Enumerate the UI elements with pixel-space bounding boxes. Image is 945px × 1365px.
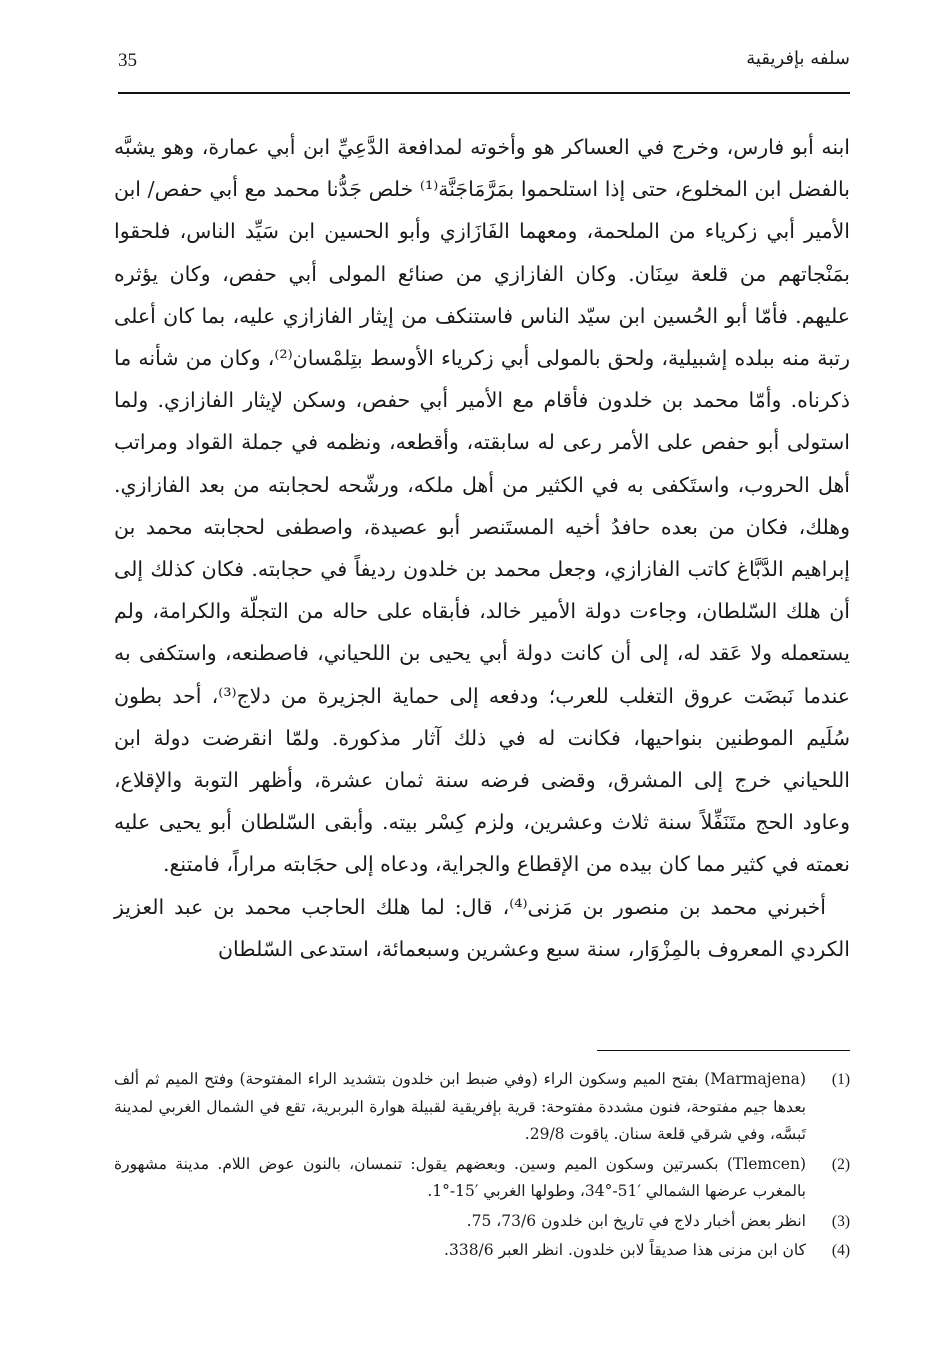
paragraph: ابنه أبو فارس، وخرج في العساكر هو وأخوته لمدافعة الدَّعِيِّ ابن أبي عمارة، وهو يشبَّه بالفضل ابن المخلوع، حتى إذا استلحموا بمَرَّمَاجَنَّة⁽¹⁾ خلص جَدُّنا محمد مع أبي حفص/ ابن الأمير أبي زكرياء من الملحمة، ومعهما الفَازَازي وأبو الحسين ابن سَيِّد الناس، فلحقوا بمَنْجاتهم من قلعة سِنَان. وكان الفازازي من صنائع المولى أبي حفص، وكان يؤثره عليهم. فأمّا أبو الحُسين ابن سيّد الناس فاستنكف من إيثار الفازازي عليه، بما كان أعلى رتبة منه ببلده إشبيلية، ولحق بالمولى أبي زكرياء الأوسط بتِلمْسان⁽²⁾، وكان من شأنه ما ذكرناه. وأمّا محمد بن خلدون فأقام مع الأمير أبي حفص، وسكن لإيثار الفازازي. ولما استولى أبو حفص على الأمر رعى له سابقته، وأقطعه، ونظمه في جملة القواد ومراتب أهل الحروب، واستَكفى به في الكثير من أهل ملكه، ورشّحه لحجابته من بعد الفازازي. وهلك، فكان من بعده حافدُ أخيه المستَنصر أبو عصيدة، واصطفى لحجابته محمد بن إبراهيم الدَّبَّاغ كاتب الفازازي، وجعل محمد بن خلدون رديفاً في حجابته. فكان كذلك إلى أن هلك السّلطان، وجاءت دولة الأمير خالد، فأبقاه على حاله من التجلّة والكرامة، ولم يستعمله ولا عَقد له، إلى أن كانت دولة أبي يحيى بن اللحياني، فاصطنعه، واستكفى به عندما نَبضَت عروق التغلب للعرب؛ ودفعه إلى حماية الجزيرة من دلاج⁽³⁾، أحد بطون سُلَيم الموطنين بنواحيها، فكانت له في ذلك آثار مذكورة. ولمّا انقرضت دولة ابن اللحياني خرج إلى المشرق، وقضى فرضه سنة ثمان عشرة، وأظهر التوبة والإقلاع، وعاود الحج متَنَفِّلاً سنة ثلاث وعشرين، ولزم كِسْر بيته. وأبقى السّلطان أبو يحيى عليه نعمته في كثير مما كان بيده من الإقطاع والجراية، ودعاه إلى حجَابته مراراً، فامتنع. xyxy=(114,135,851,877)
running-head: سلفه بإفريقية xyxy=(746,48,850,69)
footnote xyxy=(114,1208,850,1236)
footnote-separator xyxy=(597,1050,850,1051)
footnote-text: (Tlemcen) بكسرتين وسكون الميم وسين. وبعضهم يقول: تنمسان، بالنون عوض اللام. مدينة مشهورة بالمغرب عرضها الشمالي ′51-°34، وطولها الغربي ′15-°1. xyxy=(114,1154,806,1200)
footnote-text: كان ابن مزنى هذا صديقاً لابن خلدون. انظر العبر 338/6. xyxy=(444,1241,806,1259)
footnote-number: (4) xyxy=(831,1242,850,1259)
footnotes xyxy=(114,1066,850,1265)
body-text xyxy=(114,126,850,970)
paragraph: أخبرني محمد بن منصور بن مَزنى⁽⁴⁾، قال: لما هلك الحاجب محمد بن عبد العزيز الكردي المعروف بالمِزْوَار، سنة سبع وعشرين وسبعمائة، استدعى السّلطان xyxy=(114,894,850,961)
footnote xyxy=(114,1151,850,1206)
footnote-text: (Marmajena) بفتح الميم وسكون الراء (وفي ضبط ابن خلدون بتشديد الراء المفتوحة) وفتح الميم ثم ألف بعدها جيم مفتوحة، فنون مشددة مفتوحة: قرية بإفريقية لقبيلة هوارة البربرية، تقع في الشمال الغربي لمدينة تَبسَّه، وفي شرقي قلعة سنان. ياقوت 29/8. xyxy=(114,1070,806,1143)
page-number: 35 xyxy=(118,50,137,71)
footnote-number: (1) xyxy=(831,1071,850,1088)
footnote xyxy=(114,1237,850,1265)
footnote-text: انظر بعض أخبار دلاج في تاريخ ابن خلدون 73/6، 75. xyxy=(466,1211,806,1230)
footnote-number: (3) xyxy=(831,1212,850,1230)
page-header xyxy=(118,44,850,94)
footnote-number: (2) xyxy=(831,1155,850,1173)
footnote xyxy=(114,1066,850,1149)
